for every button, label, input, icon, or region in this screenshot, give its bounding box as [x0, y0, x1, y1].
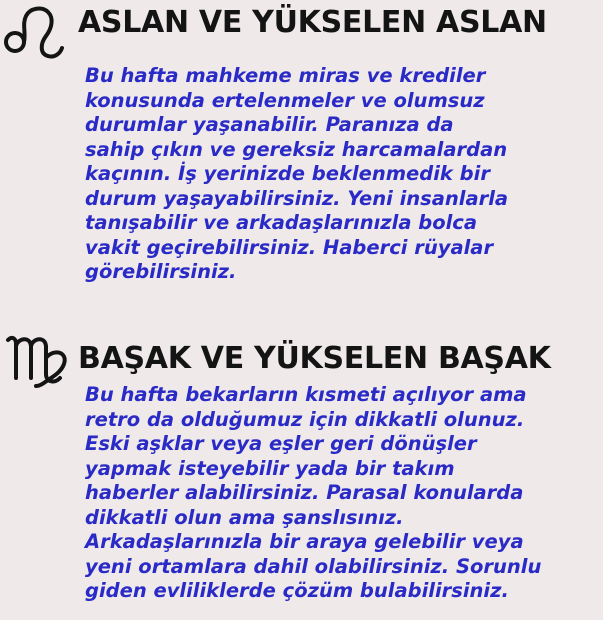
section-title: BAŞAK VE YÜKSELEN BAŞAK	[78, 341, 551, 376]
horoscope-text: Bu hafta mahkeme miras ve krediler konusunda ertelenmeler ve olumsuz durumlar yaşanabilir. Paranıza da sahip çıkın ve gereksiz harcamalardan kaçının. İş yerinizde beklenmedik bir durum yaşayabilirsiniz. Yeni insanlarla tanışabilir ve arkadaşlarınızla bolca vakit geçirebilirsiniz. Haberci rüyalar görebilirsiniz.	[85, 64, 509, 283]
section-title: ASLAN VE YÜKSELEN ASLAN	[78, 5, 547, 40]
leo-zodiac-icon	[0, 2, 68, 62]
horoscope-text: Bu hafta bekarların kısmeti açılıyor ama retro da olduğumuz için dikkatli olunuz. Eski aşklar veya eşler geri dönüşler yapmak isteyebilir yada bir takım haberler alabilirsiniz. Parasal konularda dikkatli olun ama şanslısınız. Arkadaşlarınızla bir araya gelebilir veya yeni ortamlara dahil olabilirsiniz. Sorunlu giden evliliklerde çözüm bulabilirsiniz.	[85, 383, 542, 602]
virgo-zodiac-icon	[4, 328, 76, 388]
